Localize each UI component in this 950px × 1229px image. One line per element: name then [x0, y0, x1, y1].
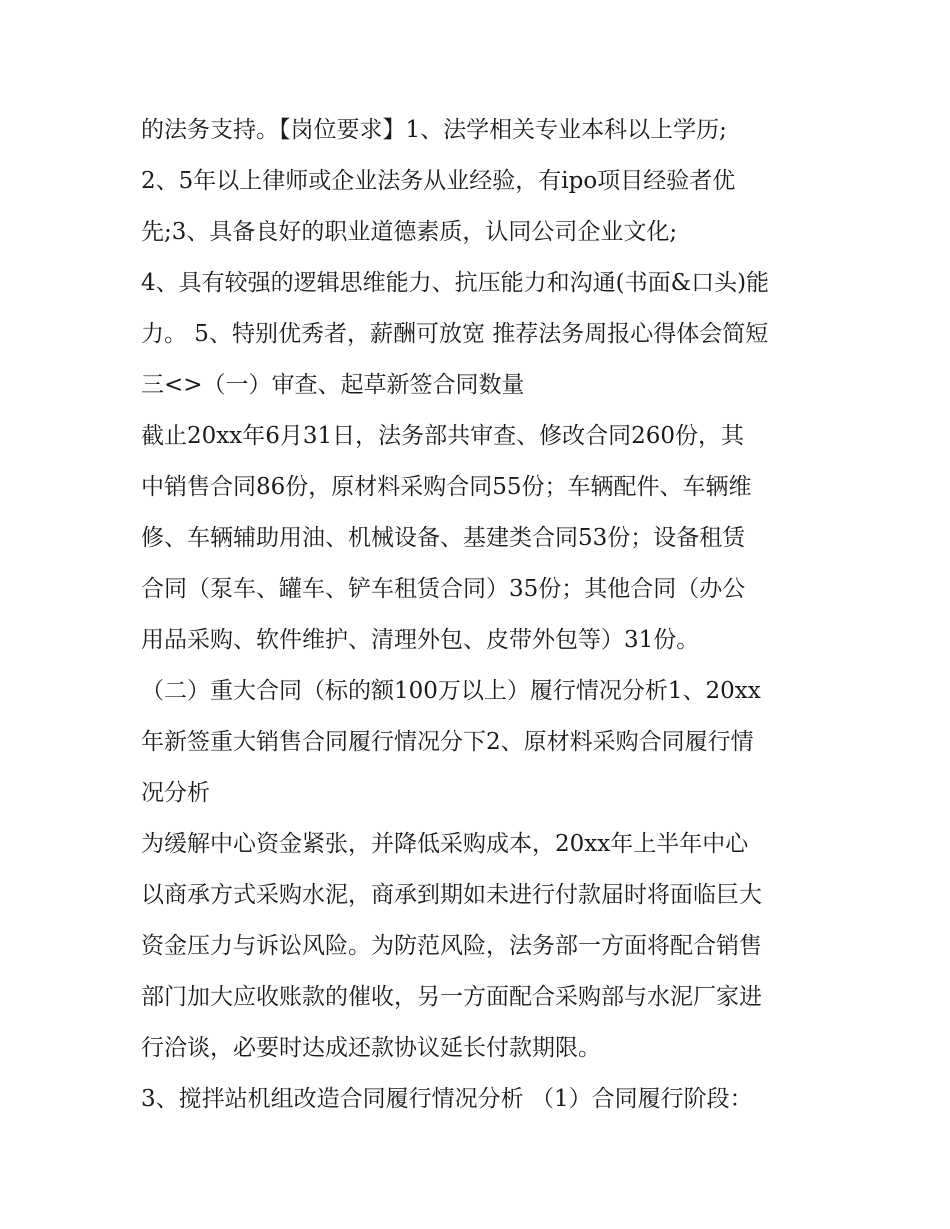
section-heading-line: 三<>（一）审查、起草新签合同数量 — [141, 372, 525, 398]
text-line-4: 4、具有较强的逻辑思维能力、抗压能力和沟通(书面&口头)能 — [141, 270, 770, 296]
text-line-14: 况分析 — [141, 780, 210, 806]
text-line-20: 3、搅拌站机组改造合同履行情况分析 （1）合同履行阶段： — [141, 1086, 753, 1112]
text-line-19: 行洽谈，必要时达成还款协议延长付款期限。 — [141, 1035, 601, 1061]
text-line-18: 部门加大应收账款的催收，另一方面配合采购部与水泥厂家进 — [141, 984, 762, 1010]
document-body — [141, 109, 821, 1129]
text-line-10: 合同（泵车、罐车、铲车租赁合同）35份；其他合同（办公 — [141, 576, 746, 602]
text-line-9: 修、车辆辅助用油、机械设备、基建类合同53份；设备租赁 — [141, 525, 746, 551]
text-line-5: 力。 5、特别优秀者，薪酬可放宽 推荐法务周报心得体会简短 — [141, 321, 769, 347]
text-line-7: 截止20xx年6月31日，法务部共审查、修改合同260份，其 — [141, 423, 745, 449]
text-line-3: 先;3、具备良好的职业道德素质，认同公司企业文化; — [141, 219, 678, 245]
text-line-16: 以商承方式采购水泥，商承到期如未进行付款届时将面临巨大 — [141, 882, 762, 908]
text-line-11: 用品采购、软件维护、清理外包、皮带外包等）31份。 — [141, 627, 700, 653]
text-line-12: （二）重大合同（标的额100万以上）履行情况分析1、20xx — [141, 678, 761, 704]
text-line-15: 为缓解中心资金紧张，并降低采购成本，20xx年上半年中心 — [141, 831, 749, 857]
text-line-2: 2、5年以上律师或企业法务从业经验，有ipo项目经验者优 — [141, 168, 736, 194]
text-line-8: 中销售合同86份，原材料采购合同55份；车辆配件、车辆维 — [141, 474, 752, 500]
text-line-1: 的法务支持。【岗位要求】1、法学相关专业本科以上学历; — [141, 117, 727, 143]
text-line-17: 资金压力与诉讼风险。为防范风险，法务部一方面将配合销售 — [141, 933, 762, 959]
text-line-13: 年新签重大销售合同履行情况分下2、原材料采购合同履行情 — [141, 729, 754, 755]
